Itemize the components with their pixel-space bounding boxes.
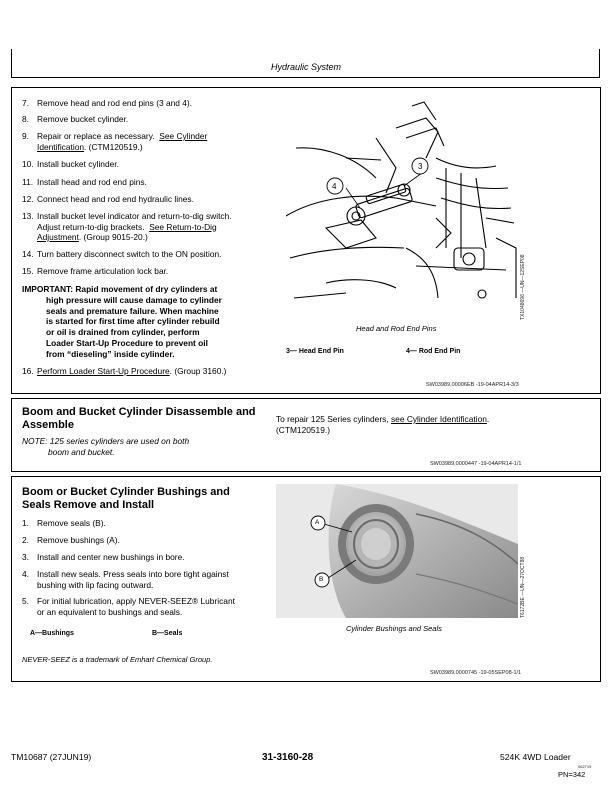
legend-seals: B—Seals <box>152 630 183 637</box>
figure-1-caption: Head and Rod End Pins <box>356 324 437 333</box>
important-line: or oil is drained from cylinder, perform <box>46 327 200 338</box>
step-8 <box>22 114 128 125</box>
step-text: For initial lubrication, apply NEVER-SEEZ® Lubricant <box>37 596 235 606</box>
section2-title <box>22 406 256 432</box>
section2-note <box>22 436 189 458</box>
callout-a: A <box>315 519 320 526</box>
step-number: 2. <box>22 535 29 545</box>
note-line: NOTE: 125 series cylinders are used on both <box>22 436 190 446</box>
bushing-step-4 <box>22 569 229 590</box>
running-header: Hydraulic System <box>270 62 342 72</box>
callout-3: 3 <box>418 162 423 171</box>
step-text: bushing with lip facing outward. <box>37 579 154 590</box>
important-line: high pressure will cause damage to cylinder <box>46 294 222 305</box>
step-15 <box>22 266 168 277</box>
step-number: 7. <box>22 98 29 108</box>
step-number: 10. <box>22 159 34 169</box>
legend-bushings: A—Bushings <box>30 630 74 637</box>
step-text: Install bucket level indicator and return-to-dig switch. <box>37 211 232 221</box>
step-number: 3. <box>22 552 29 562</box>
step-11 <box>22 177 147 188</box>
note-line: boom and bucket. <box>48 447 115 457</box>
step-text: Remove bushings (A). <box>37 535 120 545</box>
important-warning <box>22 284 270 360</box>
legend-rod-end-pin: 4— Rod End Pin <box>406 348 461 355</box>
important-line: Rapid movement of dry cylinders at <box>75 284 218 294</box>
footer-page-number: 31-3160-28 <box>262 752 314 763</box>
step-number: 4. <box>22 569 29 579</box>
step-number: 5. <box>22 596 29 606</box>
step-text: . (Group 9015-20.) <box>78 232 148 242</box>
cylinder-identification-link-2[interactable]: see Cylinder Identification <box>390 414 487 424</box>
step-text: Install head and rod end pins. <box>37 177 147 187</box>
instruction-text: (CTM120519.) <box>276 425 330 435</box>
step-text: Connect head and rod end hydraulic lines. <box>37 194 194 204</box>
bushing-step-2 <box>22 535 120 546</box>
title-line: Assemble <box>22 419 74 431</box>
footer-model: 524K 4WD Loader <box>500 752 571 762</box>
loader-startup-link[interactable]: Perform Loader Start-Up Procedure <box>37 366 170 376</box>
step-text: or an equivalent to bushings and seals. <box>37 606 183 617</box>
cylinder-bushings-photo <box>276 484 518 618</box>
step-number: 8. <box>22 114 29 124</box>
step-13 <box>22 211 232 243</box>
step-text: . (Group 3160.) <box>169 366 227 376</box>
step-10 <box>22 159 119 170</box>
footer-pn: PN=342 <box>558 770 586 779</box>
section2-instruction <box>276 414 489 436</box>
return-to-dig-link[interactable]: See Return-to-Dig <box>149 221 217 232</box>
figure-1-side-ref: TX1048696 —UN—12SEP08 <box>520 254 526 320</box>
step-text: Remove frame articulation lock bar. <box>37 266 169 276</box>
step-16 <box>22 366 226 377</box>
step-text: Repair or replace as necessary. <box>37 131 155 141</box>
step-text: Remove seals (B). <box>37 518 106 528</box>
important-line: is started for first time after cylinder rebuild <box>46 316 220 327</box>
section2-ref: SW03989,0000447 -19-04APR14-1/1 <box>430 461 522 467</box>
step-number: 12. <box>22 194 34 204</box>
step-text: Turn battery disconnect switch to the ON position. <box>37 249 222 259</box>
step-number: 11. <box>22 177 34 187</box>
step-text: Remove bucket cylinder. <box>37 114 129 124</box>
step-number: 15. <box>22 266 34 276</box>
step-text: Install and center new bushings in bore. <box>37 552 185 562</box>
head-rod-end-pins-illustration <box>286 98 518 320</box>
step-number: 13. <box>22 211 34 221</box>
important-line: Loader Start-Up Procedure to prevent oil <box>46 337 208 348</box>
step-text: Remove head and rod end pins (3 and 4). <box>37 98 193 108</box>
important-line: seals and premature failure. When machine <box>46 305 219 316</box>
step-number: 1. <box>22 518 29 528</box>
bushing-step-3 <box>22 552 185 563</box>
step-9 <box>22 131 207 152</box>
footer-date-code: 062719 <box>578 764 592 769</box>
step-text: . (CTM120519.) <box>84 141 143 152</box>
section3-title <box>22 486 230 512</box>
bushing-step-1 <box>22 518 106 529</box>
step-7 <box>22 98 192 109</box>
callout-4: 4 <box>332 182 337 191</box>
title-line: Boom and Bucket Cylinder Disassemble and <box>22 406 256 418</box>
step-number: 16. <box>22 366 34 376</box>
section3-ref: SW03989,0000745 -19-05SEP08-1/1 <box>430 670 522 676</box>
important-label: IMPORTANT: <box>22 284 74 294</box>
title-line: Boom or Bucket Cylinder Bushings and <box>22 486 230 498</box>
header-bottom-rule <box>11 77 600 78</box>
bushing-step-5 <box>22 596 235 617</box>
step-number: 9. <box>22 131 29 141</box>
footer-manual-id: TM10687 (27JUN19) <box>11 752 92 762</box>
instruction-text: . <box>486 414 490 424</box>
title-line: Seals Remove and Install <box>22 499 155 511</box>
figure-2-side-ref: T6172BE —UN—27OCT88 <box>520 556 526 618</box>
cylinder-identification-link[interactable]: See Cylinder <box>159 131 208 141</box>
step-12 <box>22 194 194 205</box>
step-text: Install bucket cylinder. <box>37 159 119 169</box>
step-number: 14. <box>22 249 34 259</box>
return-to-dig-link-cont[interactable]: Adjustment <box>37 232 79 242</box>
instruction-text: To repair 125 Series cylinders, <box>276 414 389 424</box>
section1-ref: SW03989,00006EB -19-04APR14-3/3 <box>426 382 519 388</box>
trademark-note: NEVER-SEEZ is a trademark of Emhart Chemical Group. <box>22 655 213 664</box>
legend-head-end-pin: 3— Head End Pin <box>286 348 344 355</box>
figure-2-caption: Cylinder Bushings and Seals <box>346 624 442 633</box>
step-text: Adjust return-to-dig brackets. <box>37 221 145 232</box>
cylinder-identification-link-cont[interactable]: Identification <box>37 141 85 152</box>
callout-b: B <box>319 576 324 583</box>
step-text: Install new seals. Press seals into bore tight against <box>37 569 229 579</box>
step-14 <box>22 249 222 260</box>
important-line: from “dieseling” inside cylinder. <box>46 348 175 359</box>
